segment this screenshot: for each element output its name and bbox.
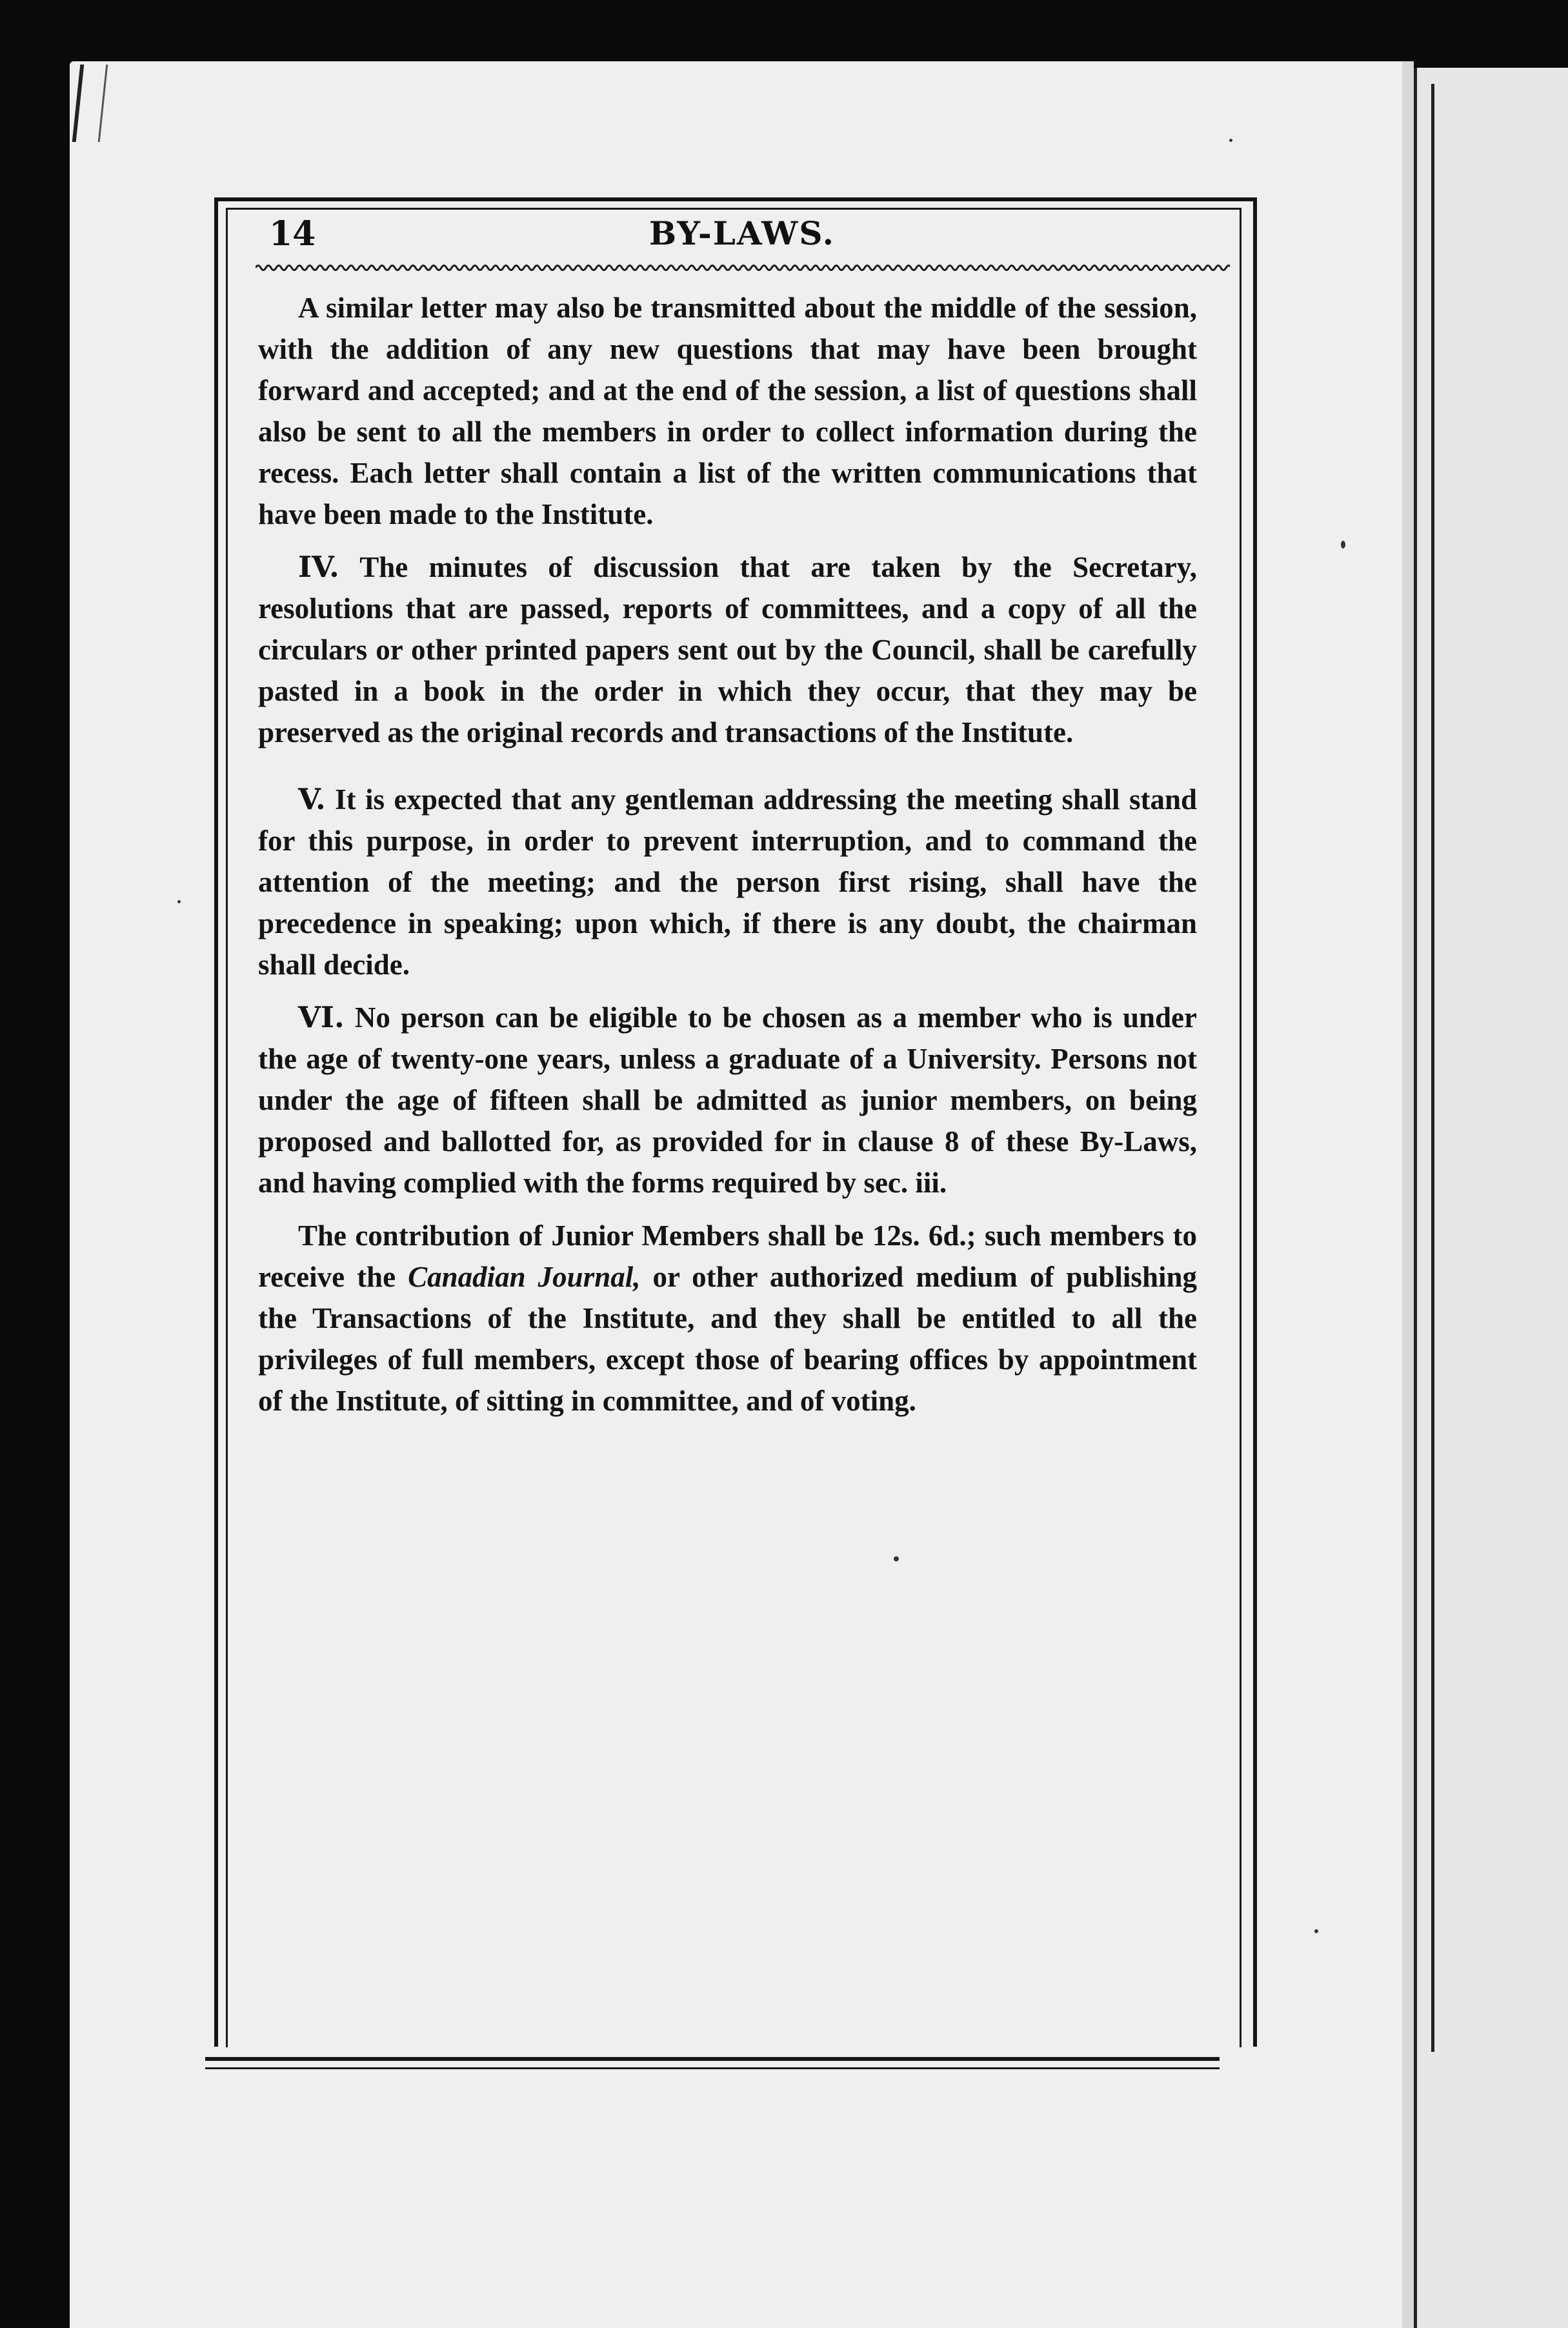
paragraph-v <box>258 779 1197 985</box>
paragraph-text: The contribution of Junior Members shall be 12s. 6d.; such members to receive the <box>258 1219 1197 1293</box>
ink-speck <box>1341 541 1345 548</box>
bottom-border-thin <box>205 2067 1220 2069</box>
page-header <box>261 206 1223 265</box>
paragraph-vi <box>258 997 1197 1203</box>
paragraph-text: The minutes of discussion that are taken by the Secretary, resolutions that are passed, reports of committees, and a copy of all the circulars or other printed papers sent out by the Council, shall be carefully pasted in a book in the order in which they occur, that they may be preserved as the original records and transactions of the Institute. <box>258 551 1197 748</box>
paragraph-text: A similar letter may also be transmitted about the middle of the session, with the addition of any new questions that may have been brought forward and accepted; and at the end of the session, a list of questions shall also be sent to all the members in order to collect information during the recess. Each letter shall contain a list of the written communications that have been made to the Institute. <box>258 292 1197 530</box>
running-head: BY-LAWS. <box>648 214 836 252</box>
paragraph-iv <box>258 547 1197 753</box>
body-text <box>258 287 1197 1433</box>
adjacent-page-border <box>1431 84 1434 2052</box>
ink-speck <box>1229 139 1232 142</box>
section-numeral: VI. <box>298 1000 345 1034</box>
paragraph-letter <box>258 287 1197 535</box>
bottom-border-thick <box>205 2057 1220 2061</box>
paragraph-text: or other authorized medium of publishing the Transactions of the Institute, and they shall be entitled to all the privileges of full members, except those of bearing offices by appointment of the Institute, of sitting in committee, and of voting. <box>258 1261 1198 1417</box>
paragraph-junior-members <box>258 1215 1197 1421</box>
ink-speck <box>1314 1929 1318 1933</box>
journal-title: Canadian Journal, <box>408 1261 641 1293</box>
wavy-header-rule <box>256 261 1230 275</box>
ink-speck <box>177 900 181 903</box>
ink-speck <box>894 1556 899 1561</box>
adjacent-page-edge <box>1414 68 1568 2328</box>
section-numeral: IV. <box>298 550 339 584</box>
paragraph-text: It is expected that any gentleman addressing the meeting shall stand for this purpose, in order to prevent interruption, and to command the attention of the meeting; and the person first rising, shall have the precedence in speaking; upon which, if there is any doubt, the chairman shall decide. <box>258 783 1197 981</box>
page-edge <box>1402 61 1414 2328</box>
section-numeral: V. <box>298 782 326 816</box>
paragraph-text: No person can be eligible to be chosen as a member who is under the age of twenty-one years, unless a graduate of a University. Persons not under the age of fifteen shall be admitted as junior members, on being proposed and ballotted for, as provided for in clause 8 of these By-Laws, and having complied with the forms required by sec. iii. <box>258 1001 1197 1199</box>
page-number: 14 <box>269 214 316 254</box>
